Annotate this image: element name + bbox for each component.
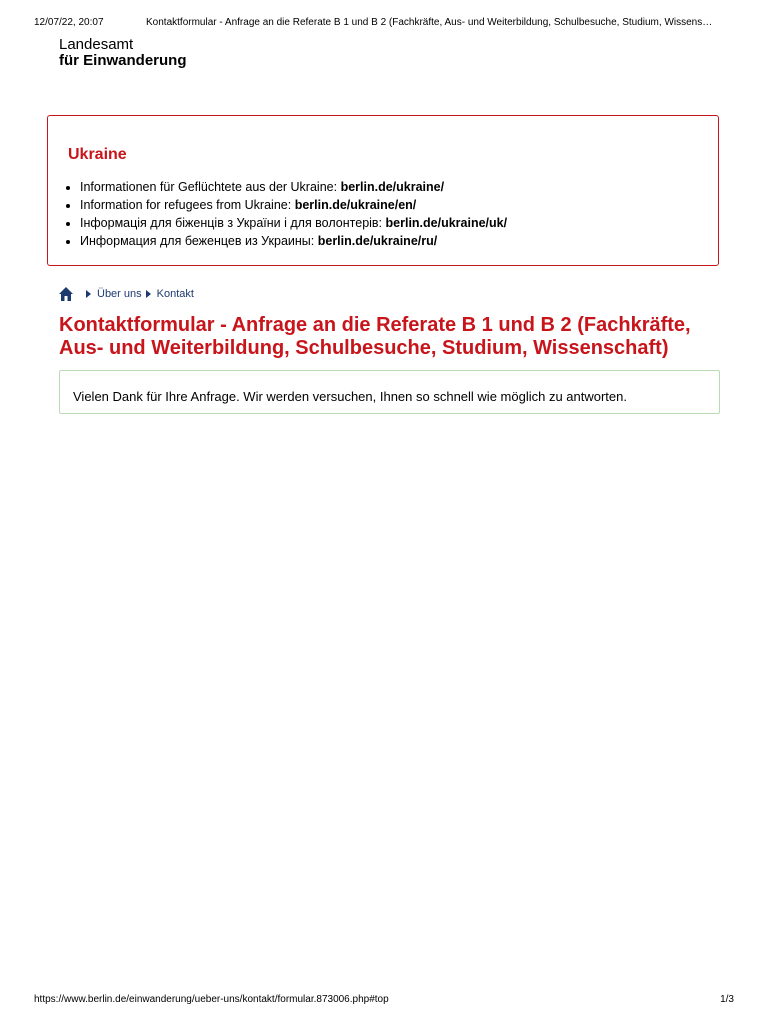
print-doc-title: Kontaktformular - Anfrage an die Referate B 1 und B 2 (Fachkräfte, Aus- und Weiterbildung, Schulbesuche, Studium, Wissens…: [146, 17, 713, 28]
notice-item-text: Information for refugees from Ukraine:: [80, 198, 295, 212]
success-message-box: [59, 370, 720, 414]
page-title: Kontaktformular - Anfrage an die Referate B 1 und B 2 (Fachkräfte, Aus- und Weiterbildung, Schulbesuche, Studium, Wissenschaft): [59, 314, 691, 359]
breadcrumb-arrow-icon: [146, 290, 151, 298]
print-header: [34, 17, 738, 28]
notice-link-de[interactable]: berlin.de/ukraine/: [340, 180, 445, 194]
notice-item-uk: [80, 214, 507, 232]
breadcrumb-arrow-icon: [86, 290, 91, 298]
notice-list: [62, 178, 507, 250]
notice-item-en: [80, 196, 507, 214]
notice-link-en[interactable]: berlin.de/ukraine/en/: [294, 198, 417, 212]
success-message: Vielen Dank für Ihre Anfrage. Wir werden versuchen, Ihnen so schnell wie möglich zu antworten.: [73, 389, 627, 404]
notice-heading: Ukraine: [68, 146, 127, 163]
home-icon[interactable]: [58, 286, 74, 302]
notice-item-ru: [80, 232, 507, 250]
ukraine-notice-box: [47, 115, 719, 266]
print-url: https://www.berlin.de/einwanderung/ueber-uns/kontakt/formular.873006.php#top: [34, 994, 389, 1005]
notice-item-text: Інформація для біженців з України і для волонтерів:: [80, 216, 386, 230]
notice-link-uk[interactable]: berlin.de/ukraine/uk/: [385, 216, 508, 230]
logo-line-2: für Einwanderung: [59, 52, 187, 69]
breadcrumb-ueber-uns[interactable]: Über uns: [97, 288, 142, 300]
print-footer: [34, 994, 734, 1005]
notice-item-text: Informationen für Geflüchtete aus der Ukraine:: [80, 180, 341, 194]
breadcrumb: [58, 285, 194, 303]
print-datetime: 12/07/22, 20:07: [34, 17, 104, 28]
notice-link-ru[interactable]: berlin.de/ukraine/ru/: [317, 234, 438, 248]
notice-item-text: Информация для беженцев из Украины:: [80, 234, 318, 248]
breadcrumb-kontakt[interactable]: Kontakt: [156, 288, 194, 300]
notice-item-de: [80, 178, 507, 196]
logo-line-1: Landesamt: [59, 36, 134, 53]
site-logo[interactable]: [59, 37, 187, 69]
print-page-number: 1/3: [720, 994, 734, 1005]
